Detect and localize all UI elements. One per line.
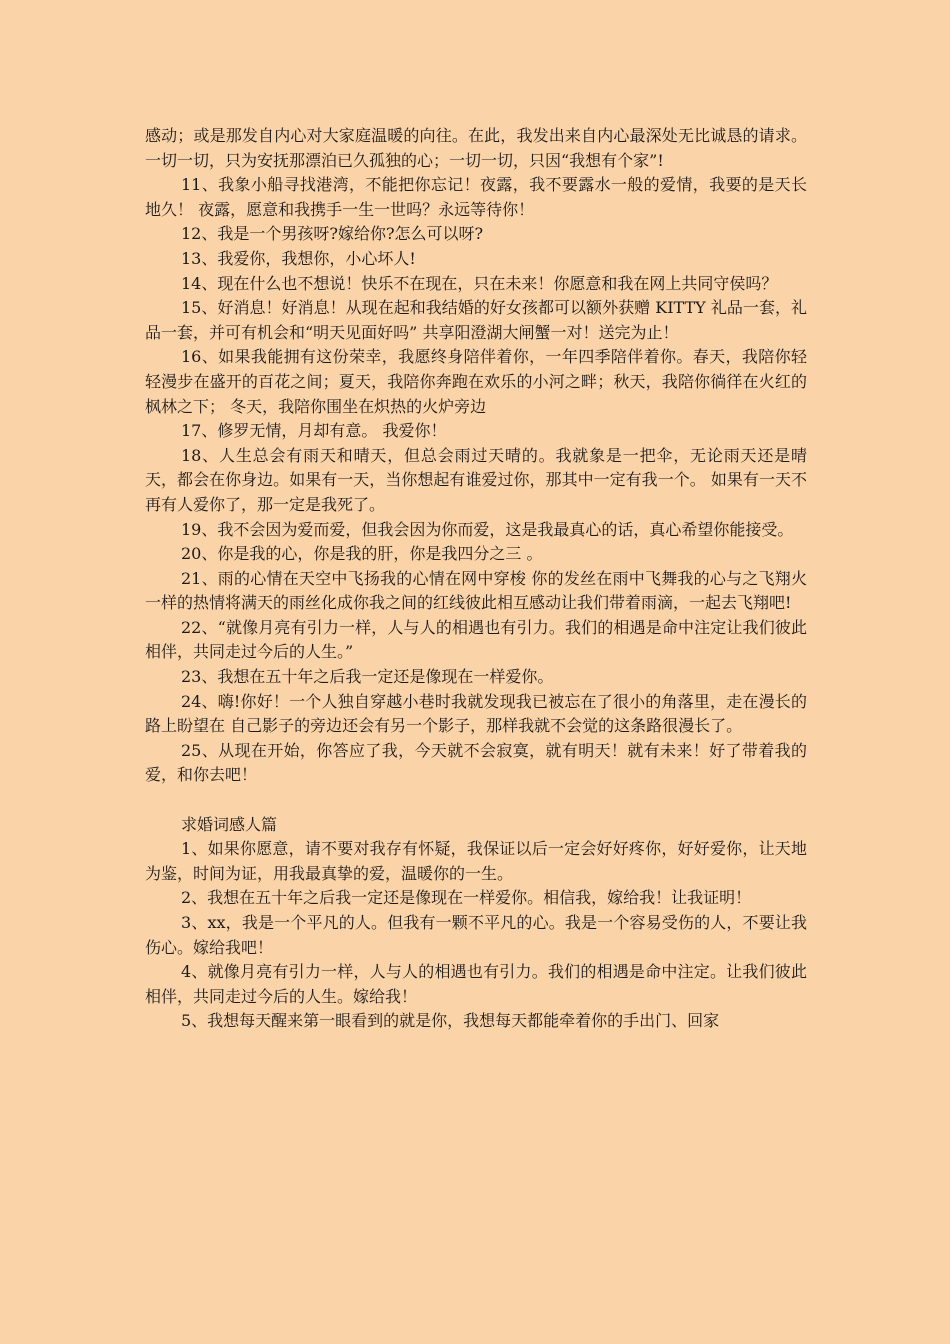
- paragraph: 16、如果我能拥有这份荣幸，我愿终身陪伴着你，一年四季陪伴着你。春天，我陪你轻轻漫步在盛开的百花之间；夏天，我陪你奔跑在欢乐的小河之畔；秋天，我陪你徜徉在火红的枫林之下； 冬天，我陪你围坐在炽热的火炉旁边: [145, 347, 807, 416]
- paragraphs-bottom: [145, 837, 807, 1034]
- paragraph: 22、“就像月亮有引力一样，人与人的相遇也有引力。我们的相遇是命中注定让我们彼此相伴，共同走过今后的人生。”: [145, 617, 807, 662]
- paragraph: 21、雨的心情在天空中飞扬我的心情在网中穿梭 你的发丝在雨中飞舞我的心与之飞翔火一样的热情将满天的雨丝化成你我之间的红线彼此相互感动让我们带着雨滴，一起去飞翔吧!: [145, 568, 807, 613]
- paragraph: 1、如果你愿意，请不要对我存有怀疑，我保证以后一定会好好疼你，好好爱你，让天地为鉴，时间为证，用我最真挚的爱，温暖你的一生。: [145, 839, 807, 883]
- paragraph: 11、我象小船寻找港湾，不能把你忘记！夜露，我不要露水一般的爱情，我要的是天长地久！ 夜露，愿意和我携手一生一世吗？永远等待你！: [145, 175, 807, 219]
- paragraph: 23、我想在五十年之后我一定还是像现在一样爱你。: [181, 667, 554, 687]
- paragraph: 15、好消息！好消息！从现在起和我结婚的好女孩都可以额外获赠 KITTY 礼品一套，礼品一套，并可有机会和“明天见面好吗” 共享阳澄湖大闸蟹一对！送完为止！: [145, 298, 807, 342]
- paragraph: 24、嗨!你好！一个人独自穿越小巷时我就发现我已被忘在了很小的角落里，走在漫长的路上盼望在 自己影子的旁边还会有另一个影子，那样我就不会觉的这条路很漫长了。: [145, 691, 807, 736]
- section-heading: 求婚词感人篇: [181, 814, 278, 834]
- paragraph: 感动；或是那发自内心对大家庭温暖的向往。在此，我发出来自内心最深处无比诚恳的请求。一切一切，只为安抚那漂泊已久孤独的心；一切一切，只因“我想有个家”!: [145, 126, 807, 170]
- paragraph: 19、我不会因为爱而爱，但我会因为你而爱，这是我最真心的话，真心希望你能接受。: [181, 519, 794, 539]
- paragraphs-top: [145, 124, 807, 788]
- paragraph: 18、人生总会有雨天和晴天，但总会雨过天晴的。我就象是一把伞，无论雨天还是晴天，都会在你身边。如果有一天，当你想起有谁爱过你，那其中一定有我一个。 如果有一天不再有人爱你了，那一定是我死了。: [145, 445, 807, 514]
- paragraph: 25、从现在开始，你答应了我，今天就不会寂寞，就有明天！就有未来！好了带着我的爱，和你去吧！: [145, 740, 807, 785]
- paragraph: 14、现在什么也不想说！快乐不在现在，只在未来！你愿意和我在网上共同守侯吗？: [181, 273, 778, 293]
- paragraph: 12、我是一个男孩呀?嫁给你?怎么可以呀?: [181, 224, 484, 244]
- paragraph: 20、你是我的心，你是我的肝，你是我四分之三 。: [181, 544, 543, 564]
- paragraph: 13、我爱你，我想你，小心坏人!: [181, 248, 416, 268]
- paragraph: 3、xx，我是一个平凡的人。但我有一颗不平凡的心。我是一个容易受伤的人，不要让我伤心。嫁给我吧！: [145, 913, 807, 957]
- blank-line: [145, 788, 807, 813]
- paragraph: 5、我想每天醒来第一眼看到的就是你，我想每天都能牵着你的手出门、回家: [181, 1011, 720, 1031]
- paragraph: 2、我想在五十年之后我一定还是像现在一样爱你。相信我，嫁给我！让我证明！: [181, 888, 752, 908]
- document-page: [145, 124, 807, 1034]
- paragraph: 17、修罗无情，月却有意。 我爱你！: [181, 421, 447, 441]
- paragraph: 4、就像月亮有引力一样，人与人的相遇也有引力。我们的相遇是命中注定。让我们彼此相伴，共同走过今后的人生。嫁给我！: [145, 962, 807, 1006]
